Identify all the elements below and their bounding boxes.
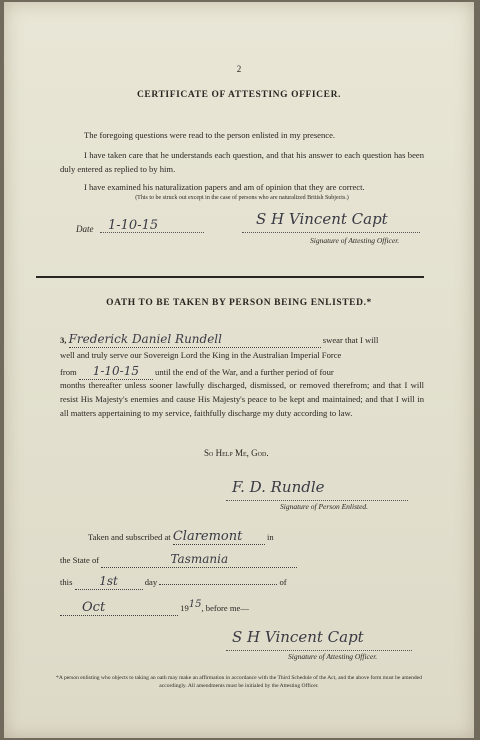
enlisted-signature-field <box>226 478 408 501</box>
certificate-para-2: I have taken care that he understands each question, and that his answer to each question has been duly entered as replied to by him. <box>60 150 424 174</box>
date-value: 1-10-15 <box>108 218 159 233</box>
certificate-para-1: The foregoing questions were read to the person enlisted in my presence. <box>84 130 336 140</box>
year-prefix: 19 <box>180 602 189 613</box>
day-label: day <box>144 577 158 587</box>
of-label: of <box>279 577 287 587</box>
oath-body: months thereafter unless sooner lawfully discharged, dismissed, or removed therefrom; and that I will resist His Majesty's enemies and cause His Majesty's peace to be kept and maintained; and that I will in all matters appertaining to my service, faithfully discharge my duty according to law. <box>60 380 424 418</box>
so-help-me-god <box>204 448 269 458</box>
oath-line-2: well and truly serve our Sovereign Lord the King in the Australian Imperial Force <box>60 350 342 360</box>
enlisted-signature: F. D. Rundle <box>232 478 325 496</box>
officer-signature: S H Vincent Capt <box>232 628 364 646</box>
document-page <box>4 2 474 738</box>
oath-item-number: 3, <box>60 335 67 345</box>
taken-label: Taken and subscribed at <box>88 532 171 542</box>
enlisted-signature-caption: Signature of Person Enlisted. <box>280 502 369 511</box>
oath-heading: OATH TO BE TAKEN BY PERSON BEING ENLISTED.* <box>106 298 372 308</box>
state-line <box>60 552 360 568</box>
certificate-para-3: I have examined his naturalization papers and am of opinion that they are correct. <box>84 182 365 192</box>
date-label: Date <box>76 224 94 234</box>
in-label: in <box>267 532 274 542</box>
place-value: Claremont <box>172 529 243 544</box>
state-value: Tasmania <box>170 552 229 566</box>
oath-line-1 <box>60 332 424 348</box>
attesting-signature-field <box>242 210 420 233</box>
certificate-heading: CERTIFICATE OF ATTESTING OFFICER. <box>136 90 342 100</box>
this-label: this <box>60 577 73 587</box>
footnote: *A person enlisting who objects to taking an oath may make an affirmation in accordance with the Third Schedule of the Act, and the above form must be amended accordingly. All amendments must be initialed by the Attesting Officer. <box>56 675 422 689</box>
month-value: Oct <box>82 599 106 615</box>
state-label: the State of <box>60 555 100 565</box>
day-value: 1st <box>99 574 118 588</box>
year-value: 15 <box>188 599 202 610</box>
attesting-signature: S H Vincent Capt <box>256 210 388 228</box>
oath-swear-text: swear that I will <box>322 335 379 345</box>
officer-signature-caption: Signature of Attesting Officer. <box>288 652 378 661</box>
from-value: 1-10-15 <box>92 364 140 378</box>
day-line <box>60 574 350 590</box>
page-number: 2 <box>236 64 242 74</box>
taken-subscribed-line <box>88 530 428 545</box>
oath-line-3-text: until the end of the War, and a further period of four <box>155 367 334 377</box>
date-field <box>100 216 204 233</box>
from-label: from <box>60 367 77 377</box>
so-help-text: So Help Me, God. <box>204 448 269 458</box>
attesting-signature-caption: Signature of Attesting Officer. <box>310 236 400 245</box>
officer-signature-field <box>226 628 412 651</box>
enlistee-name: Frederick Daniel Rundell <box>68 332 222 346</box>
month-line <box>60 598 360 616</box>
section-divider <box>36 276 424 278</box>
before-me-label: , before me— <box>201 602 249 613</box>
naturalization-note: (This to be struck out except in the case of persons who are naturalized British Subjects.) <box>135 195 349 201</box>
